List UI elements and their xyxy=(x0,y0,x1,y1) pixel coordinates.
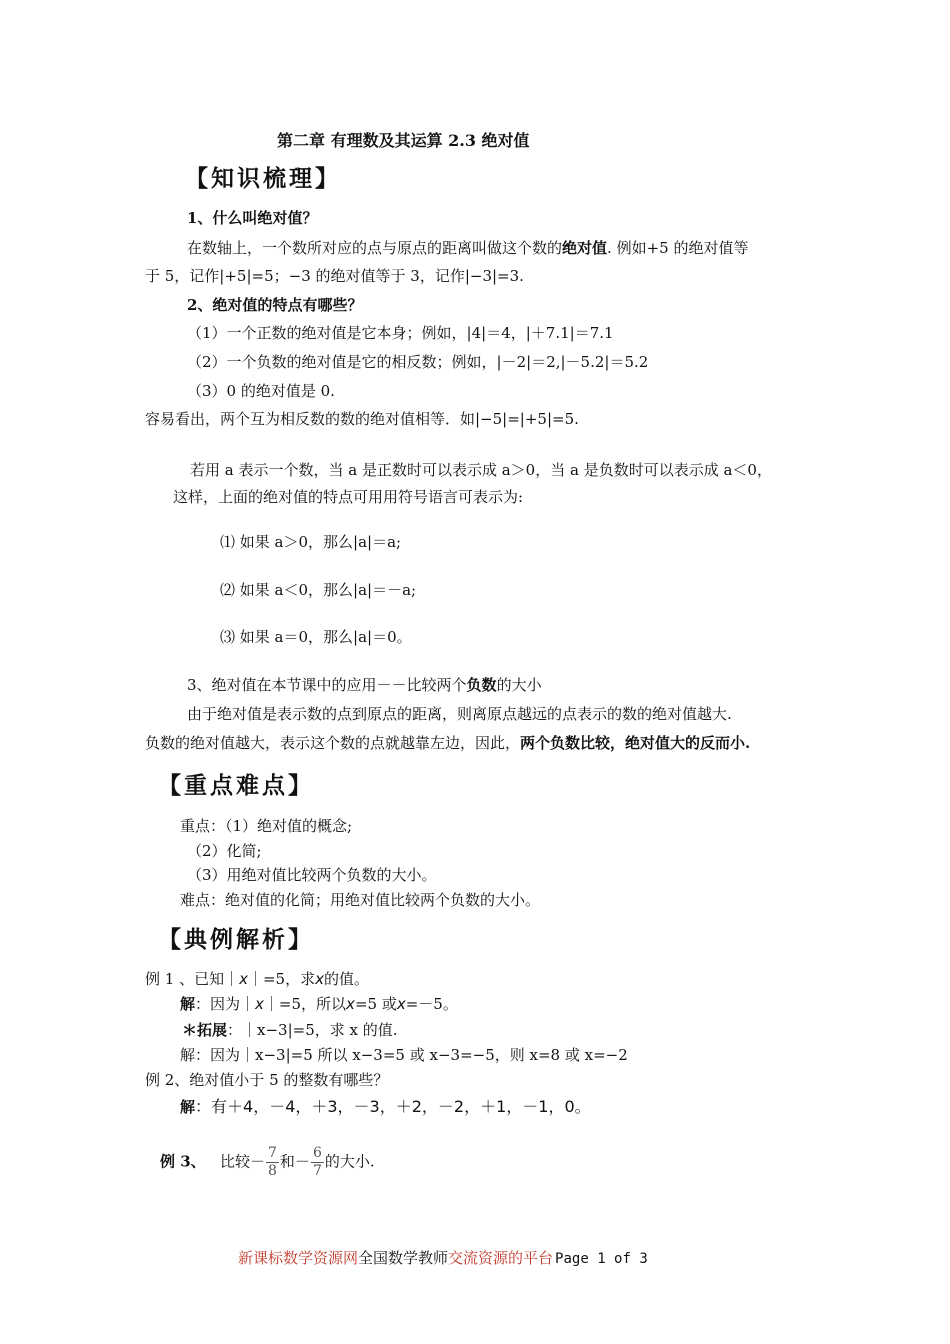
example-3-text-c: 的大小. xyxy=(324,1152,375,1171)
paragraph-3-line-2 xyxy=(145,733,750,753)
footer-site-name: 新课标数学资源网 xyxy=(238,1249,359,1267)
example-1-text-c: 的值。 xyxy=(324,970,370,988)
variable-x: x xyxy=(315,970,324,988)
solution-2-text: ：有＋4，－4，＋3，－3，＋2，－2，＋1，－1，0。 xyxy=(195,1097,591,1116)
fraction-2-denominator: 7 xyxy=(312,1163,322,1179)
example-3-text-a: 比较－ xyxy=(219,1152,265,1171)
extension xyxy=(182,1020,398,1040)
page-title: 第二章 有理数及其运算 2.3 绝对值 xyxy=(277,131,530,150)
question-3-text-a: 3、绝对值在本节课中的应用－－比较两个 xyxy=(187,676,467,694)
fraction-1-denominator: 8 xyxy=(268,1163,277,1179)
example-3-text-b: 和－ xyxy=(279,1152,310,1171)
case-2: ⑵ 如果 a＜0，那么|a|＝－a; xyxy=(220,581,417,599)
extension-text: ：｜x−3|=5，求 x 的值. xyxy=(227,1021,398,1039)
key-point-3: （3）用绝对值比较两个负数的大小。 xyxy=(187,866,437,884)
example-1-text-b: ｜=5，求 xyxy=(247,970,316,988)
example-1 xyxy=(145,969,369,989)
extension-solution: 解：因为｜x−3|=5 所以 x−3=5 或 x−3=−5，则 x=8 或 x=−2 xyxy=(180,1046,628,1064)
solution-1 xyxy=(180,994,458,1014)
symbol-intro-line-2: 这样，上面的绝对值的特点可用用符号语言可表示为: xyxy=(173,488,524,506)
symbol-intro-line-1: 若用 a 表示一个数，当 a 是正数时可以表示成 a＞0，当 a 是负数时可以表示成 a＜0， xyxy=(190,461,772,479)
section-heading-knowledge: 【知识梳理】 xyxy=(185,165,341,192)
paragraph-1-bold: 绝对值 xyxy=(562,239,608,257)
paragraph-1-line-2: 于 5，记作|+5|=5；−3 的绝对值等于 3，记作|−3|=3. xyxy=(145,267,524,285)
case-1: ⑴ 如果 a＞0，那么|a|＝a; xyxy=(220,533,402,551)
example-3-label: 例 3、 xyxy=(160,1152,206,1171)
key-point-2: （2）化简; xyxy=(187,842,262,860)
footer-page-number: Page 1 of 3 xyxy=(555,1251,648,1267)
extension-label: ＊拓展 xyxy=(182,1021,228,1039)
section-heading-key-points: 【重点难点】 xyxy=(158,772,314,799)
solution-1-text-d: =－5。 xyxy=(405,995,458,1013)
solution-1-label: 解 xyxy=(180,995,196,1013)
paragraph-3-line-1: 由于绝对值是表示数的点到原点的距离，则离原点越远的点表示的数的绝对值越大. xyxy=(187,705,732,723)
paragraph-1-text-a: 在数轴上，一个数所对应的点与原点的距离叫做这个数的 xyxy=(187,239,563,257)
observation: 容易看出，两个互为相反数的数的绝对值相等．如|−5|=|+5|=5. xyxy=(145,410,579,428)
fraction-2-numerator: 6 xyxy=(312,1145,322,1161)
question-2: 2、绝对值的特点有哪些？ xyxy=(187,296,363,314)
footer-teachers: 全国数学教师 xyxy=(358,1249,449,1267)
example-3 xyxy=(160,1145,375,1180)
feature-2: （2）一个负数的绝对值是它的相反数；例如，|－2|＝2,|－5.2|＝5.2 xyxy=(187,353,649,371)
example-1-text-a: 例 1 、已知｜ xyxy=(145,970,240,988)
solution-2-label: 解 xyxy=(180,1098,196,1116)
fraction-1-numerator: 7 xyxy=(268,1145,277,1161)
key-point-1: 重点：（1）绝对值的概念; xyxy=(180,817,353,835)
paragraph-1-text-b: . 例如+5 的绝对值等 xyxy=(607,239,749,257)
feature-1: （1）一个正数的绝对值是它本身；例如，|4|＝4，|＋7.1|＝7.1 xyxy=(187,324,614,342)
solution-1-text-b: ｜=5，所以 xyxy=(263,995,347,1013)
section-heading-examples: 【典例解析】 xyxy=(158,926,314,953)
paragraph-3-text: 负数的绝对值越大，表示这个数的点就越靠左边，因此， xyxy=(145,734,521,752)
paragraph-3-bold: 两个负数比较，绝对值大的反而小. xyxy=(520,734,751,752)
feature-3: （3）0 的绝对值是 0. xyxy=(187,382,335,400)
difficult-point: 难点：绝对值的化简；用绝对值比较两个负数的大小。 xyxy=(180,891,541,909)
fraction-seven-eighths xyxy=(266,1145,279,1180)
case-3: ⑶ 如果 a＝0，那么|a|＝0。 xyxy=(220,628,412,646)
solution-1-text-a: ：因为｜ xyxy=(195,995,256,1013)
question-3 xyxy=(187,675,542,695)
fraction-six-sevenths xyxy=(311,1145,324,1180)
solution-1-text-c: =5 或 xyxy=(354,995,397,1013)
footer-platform: 交流资源的平台 xyxy=(448,1249,554,1267)
question-3-text-b: 的大小 xyxy=(496,676,542,694)
page-footer xyxy=(238,1247,648,1268)
paragraph-1-line-1 xyxy=(187,238,748,258)
variable-x: x xyxy=(239,970,248,988)
variable-x: x xyxy=(255,995,264,1013)
question-1: 1、什么叫绝对值？ xyxy=(187,209,318,227)
question-3-bold: 负数 xyxy=(466,676,497,694)
variable-x: x xyxy=(396,995,406,1013)
example-2: 例 2、绝对值小于 5 的整数有哪些？ xyxy=(145,1071,389,1089)
solution-2 xyxy=(180,1097,591,1117)
variable-x: x xyxy=(346,995,355,1013)
